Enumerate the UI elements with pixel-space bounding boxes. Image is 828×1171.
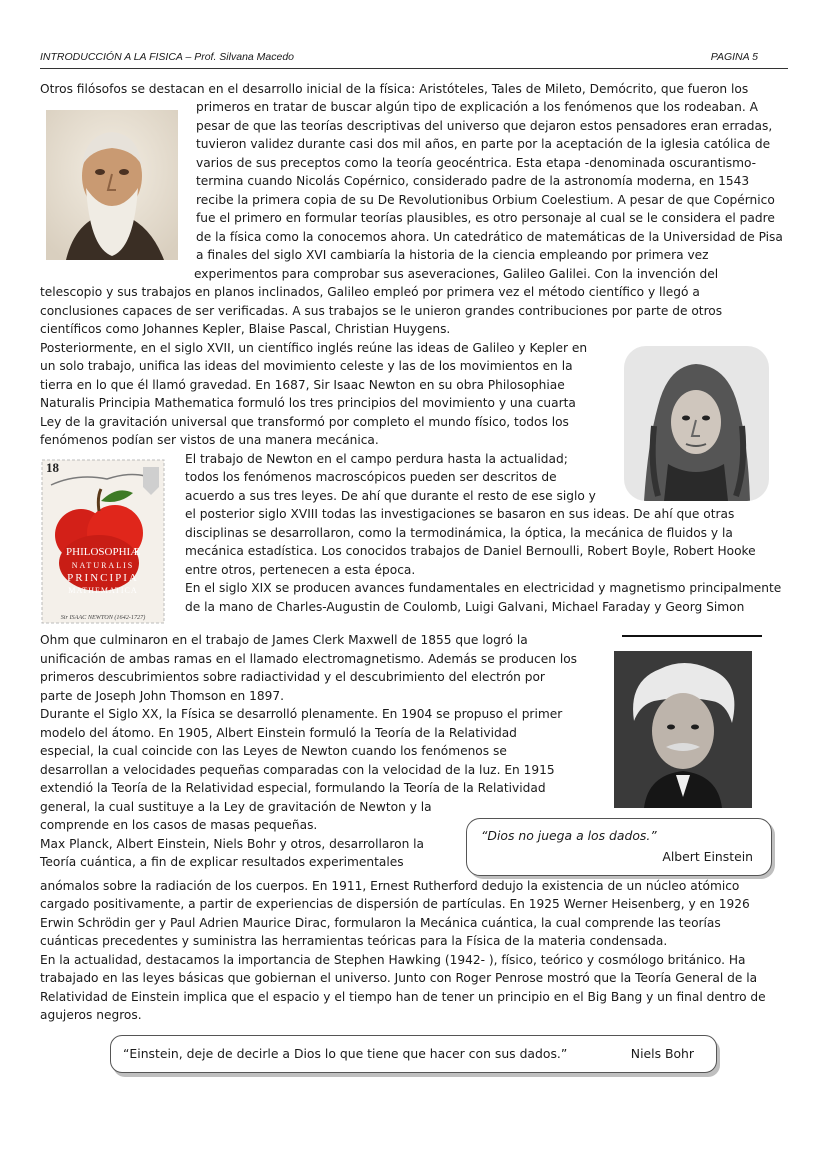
paragraph-line: Durante el Siglo XX, la Física se desarrolló plenamente. En 1904 se propuso el primer	[40, 707, 563, 721]
paragraph-line: un solo trabajo, unifica las ideas del movimiento celeste y las de los movimientos en la	[40, 359, 573, 373]
paragraph-line: varios de sus preceptos como la teoría geocéntrica. Esta etapa -denominada oscurantismo-	[196, 156, 757, 170]
paragraph-line: de la física como la conocemos ahora. Un catedrático de matemáticas de la Universidad de Pisa	[196, 230, 783, 244]
galileo-portrait	[46, 110, 178, 260]
bohr-quote-author: Niels Bohr	[630, 1046, 694, 1061]
paragraph-line: fenómenos podían ser vistos de una manera mecánica.	[40, 433, 379, 447]
paragraph-line: fue el primero en formular teorías plausibles, es otro personaje al cual se le considera el padre	[196, 211, 775, 225]
stamp-caption: Sir ISAAC NEWTON (1642-1727)	[60, 614, 146, 621]
paragraph-line: parte de Joseph John Thomson en 1897.	[40, 689, 284, 703]
bohr-quote-text: “Einstein, deje de decirle a Dios lo que tiene que hacer con sus dados.”	[123, 1046, 568, 1061]
paragraph-line: tierra en lo que él llamó gravedad. En 1687, Sir Isaac Newton en su obra Philosophiae	[40, 378, 565, 392]
paragraph-line: a finales del siglo XVI cambiaría la historia de la ciencia empleando por primera vez	[196, 248, 709, 262]
paragraph-line: Max Planck, Albert Einstein, Niels Bohr y otros, desarrollaron la	[40, 837, 425, 851]
paragraph-line: mecánica estadística. Los conocidos trabajos de Daniel Bernoulli, Robert Boyle, Robert Hooke	[185, 544, 756, 558]
paragraph-line: conclusiones capaces de ser verificadas. A sus trabajos se le unieron grandes contribuciones por parte de otros	[40, 304, 723, 318]
paragraph-line: En la actualidad, destacamos la importancia de Stephen Hawking (1942- ), físico, teórico y cosmólogo británico. Ha	[40, 953, 746, 967]
paragraph-line: disciplinas se desarrollaron, como la termodinámica, la óptica, la mecánica de fluidos y la	[185, 526, 733, 540]
stamp-line-1: PHILOSOPHIÆ	[66, 546, 140, 558]
paragraph-line: especial, la cual coincide con las Leyes de Newton cuando los fenómenos se	[40, 744, 507, 758]
paragraph-line: extendió la Teoría de la Relatividad especial, formulando la Teoría de la Relatividad	[40, 781, 546, 795]
stamp-line-2: NATURALIS	[71, 561, 135, 570]
paragraph-line: tuvieron validez durante casi dos mil años, en parte por la aceptación de la iglesia católica de	[196, 137, 771, 151]
paragraph-line: Posteriormente, en el siglo XVII, un científico inglés reúne las ideas de Galileo y Kepler en	[40, 341, 588, 355]
page-number: PAGINA 5	[710, 51, 758, 63]
paragraph-line: primeros descubrimientos sobre radiactividad y el descubrimiento del electrón por	[40, 670, 545, 684]
paragraph-line: Naturalis Principia Mathematica formuló los tres principios del movimiento y una cuarta	[40, 396, 576, 410]
page-header	[40, 50, 788, 69]
paragraph-line: telescopio y sus trabajos en planos inclinados, Galileo empleó por primera vez el método científico y llegó a	[40, 285, 700, 299]
paragraph-line: desarrollan a velocidades pequeñas comparadas con la velocidad de la luz. En 1915	[40, 763, 555, 777]
stamp-value: 18	[46, 460, 59, 475]
paragraph-line: trabajado en las leyes básicas que gobiernan el universo. Junto con Roger Penrose mostró que la Teoría General de la	[40, 971, 758, 985]
paragraph-line: Teoría cuántica, a fin de explicar resultados experimentales	[40, 855, 404, 869]
paragraph-line: modelo del átomo. En 1905, Albert Einstein formuló la Teoría de la Relatividad	[40, 726, 517, 740]
paragraph-line: unificación de ambas ramas en el llamado electromagnetismo. Además se producen los	[40, 652, 578, 666]
paragraph-line: todos los fenómenos macroscópicos pueden ser descritos de	[185, 470, 557, 484]
stamp-line-4: MATHEMATICA	[68, 586, 138, 595]
newton-portrait	[624, 346, 769, 501]
paragraph-line: agujeros negros.	[40, 1008, 142, 1022]
paragraph-line: cuánticas precedentes y suministra las herramientas teóricas para la Física de la materia condensada.	[40, 934, 668, 948]
paragraph-line: de la mano de Charles-Augustin de Coulomb, Luigi Galvani, Michael Faraday y Georg Simon	[185, 600, 745, 614]
paragraph-line: experimentos para comprobar sus aseveraciones, Galileo Galilei. Con la invención del	[194, 267, 719, 281]
paragraph-line: primeros en tratar de buscar algún tipo de explicación a los fenómenos que los rodeaban. A	[196, 100, 758, 114]
bohr-quote-box	[110, 1035, 717, 1073]
paragraph-line: Ley de la gravitación universal que transformó por completo el mundo físico, todos los	[40, 415, 569, 429]
divider-line	[622, 635, 762, 637]
paragraph-line: general, la cual sustituye a la Ley de gravitación de Newton y la	[40, 800, 432, 814]
paragraph-line: entre otros, pertenecen a esta época.	[185, 563, 416, 577]
paragraph-line: El trabajo de Newton en el campo perdura hasta la actualidad;	[185, 452, 568, 466]
paragraph-line: Otros filósofos se destacan en el desarrollo inicial de la física: Aristóteles, Tales de Mileto, Demócrito, que fueron los	[40, 82, 749, 96]
paragraph-line: comprende en los casos de masas pequeñas.	[40, 818, 318, 832]
paragraph-line: Erwin Schrödin ger y Paul Adrien Maurice Dirac, formularon la Mecánica cuántica, la cual comprende las teorías	[40, 916, 721, 930]
newton-stamp	[37, 455, 169, 628]
paragraph-line: el posterior siglo XVIII todas las investigaciones se basaron en sus ideas. De ahí que otras	[185, 507, 735, 521]
header-title: INTRODUCCIÓN A LA FISICA – Prof. Silvana Macedo	[40, 51, 295, 63]
paragraph-line: Relatividad de Einstein implica que el espacio y el tiempo han de tener un principio en el Big Bang y un final dentro de	[40, 990, 766, 1004]
einstein-portrait	[614, 651, 752, 808]
einstein-quote-text: “Dios no juega a los dados.”	[481, 828, 657, 843]
paragraph-line: recibe la primera copia de su De Revolutionibus Orbium Coelestium. A pesar de que Copérnico	[196, 193, 775, 207]
paragraph-line: En el siglo XIX se producen avances fundamentales en electricidad y magnetismo principalmente	[185, 581, 782, 595]
paragraph-line: termina cuando Nicolás Copérnico, considerado padre de la astronomía moderna, en 1543	[196, 174, 750, 188]
paragraph-line: Ohm que culminaron en el trabajo de James Clerk Maxwell de 1855 que logró la	[40, 633, 528, 647]
einstein-quote-author: Albert Einstein	[662, 849, 753, 864]
einstein-quote-box	[466, 818, 772, 876]
paragraph-line: cargado positivamente, a partir de experiencias de dispersión de partículas. En 1925 Werner Heisenberg, y en 1926	[40, 897, 750, 911]
paragraph-line: anómalos sobre la radiación de los cuerpos. En 1911, Ernest Rutherford dedujo la existencia de un núcleo atómico	[40, 879, 740, 893]
paragraph-line: pesar de que las teorías descriptivas del universo que dejaron estos pensadores eran erradas,	[196, 119, 773, 133]
paragraph-line: acuerdo a sus tres leyes. De ahí que durante el resto de ese siglo y	[185, 489, 596, 503]
paragraph-line: científicos como Johannes Kepler, Blaise Pascal, Christian Huygens.	[40, 322, 451, 336]
stamp-line-3: PRINCIPIA	[67, 572, 139, 584]
